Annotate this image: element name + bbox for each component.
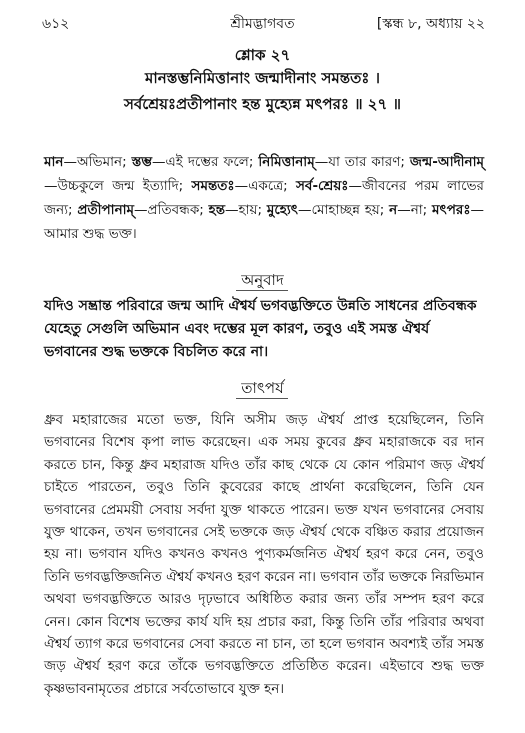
translation-heading-rule <box>236 290 288 291</box>
synonym-meaning: এই দম্ভের ফলে; <box>165 154 259 170</box>
synonym-term: নিমিত্তানাম্ <box>258 154 315 170</box>
synonym-term: প্রতীপানাম্ <box>77 202 135 218</box>
synonym-meaning: যা তার কারণ; <box>328 154 410 170</box>
synonyms-paragraph: মান—অভিমান; স্তম্ভ—এই দম্ভের ফলে; নিমিত্তানাম্—যা তার কারণ; জন্ম-আদীনাম্—উচ্চকুলে জন্ম ইত্যাদি; সমন্ততঃ—একত্রে; সর্ব-শ্রেয়ঃ—জীবনের পরম লাভের জন্য; প্রতীপানাম্—প্রতিবন্ধক; হন্ত—হায়; মুহ্যেৎ—মোহাচ্ছন্ন হয়; ন—না; মৎপরঃ—আমার শুদ্ধ ভক্ত। <box>44 154 485 242</box>
synonym-meaning: একত্রে; <box>248 178 297 194</box>
verse-line-1: মানস্তম্ভনিমিত্তানাং জন্মাদীনাং সমন্ততঃ । <box>145 69 380 87</box>
purport-heading-rule <box>236 398 288 399</box>
synonym-meaning: হায়; <box>238 202 267 218</box>
page-header <box>0 12 525 32</box>
synonym-term: হন্ত <box>208 202 226 218</box>
synonym-meaning: মোহাচ্ছন্ন হয়; <box>311 202 390 218</box>
synonym-meaning: উচ্চকুলে জন্ম ইত্যাদি; <box>57 178 192 194</box>
synonym-term: জন্ম-আদীনাম্ <box>409 154 484 170</box>
synonym-term: সমন্ততঃ <box>191 178 235 194</box>
synonym-term: মৎপরঃ <box>432 202 471 218</box>
synonym-term: ন <box>389 202 398 218</box>
translation-text: যদিও সম্ভ্রান্ত পরিবারে জন্ম আদি ঐশ্বর্য ভগবদ্ভক্তিতে উন্নতি সাধনের প্রতিবন্ধক যেহেতু সেগুলি অভিমান এবং দম্ভের মূল কারণ, তবুও এই সমস্ত ঐশ্বর্য ভগবানের শুদ্ধ ভক্তকে বিচলিত করে না। <box>44 298 477 360</box>
synonym-meaning: জীবনের পরম লাভের জন্য; <box>44 178 484 218</box>
synonym-meaning: অভিমান; <box>76 154 132 170</box>
synonym-term: স্তম্ভ <box>131 154 153 170</box>
synonym-term: মুহ্যেৎ <box>266 202 299 218</box>
synonym-term: মান <box>44 154 64 170</box>
verse-heading: শ্লোক ২৭ <box>234 46 291 64</box>
purport-heading: তাৎপর্য <box>241 379 284 397</box>
page-number: ৬১২ <box>42 16 70 32</box>
synonym-meaning: না; <box>410 202 433 218</box>
verse-line-2: সর্বশ্রেয়ঃপ্রতীপানাং হন্ত মুহ্যেন্ন মৎপরঃ ॥ ২৭ ॥ <box>123 95 401 113</box>
purport-text: ধ্রুব মহারাজের মতো ভক্ত, যিনি অসীম জড় ঐশ্বর্য প্রাপ্ত হয়েছিলেন, তিনি ভগবানের বিশেষ কৃপা লাভ করেছেন। এক সময় কুবের ধ্রুব মহারাজকে বর দান করতে চান, কিন্তু ধ্রুব মহারাজ যদিও তাঁর কাছ থেকে যে কোন পরিমাণ জড় ঐশ্বর্য চাইতে পারতেন, তবুও তিনি কুবেরের কাছে প্রার্থনা করেছিলেন, তিনি যেন ভগবানের প্রেমময়ী সেবায় সর্বদা যুক্ত থাকতে পারেন। ভক্ত যখন ভগবানের সেবায় যুক্ত থাকেন, তখন ভগবানের সেই ভক্তকে জড় ঐশ্বর্য থেকে বঞ্চিত করার প্রয়োজন হয় না। ভগবান যদিও কখনও কখনও পুণ্যকর্মজনিত ঐশ্বর্য হরণ করে নেন, তবুও তিনি ভগবদ্ভক্তিজনিত ঐশ্বর্য কখনও হরণ করেন না। ভগবান তাঁর ভক্তকে নিরভিমান অথবা ভগবদ্ভক্তিতে আরও দৃঢ়ভাবে অধিষ্ঠিত করার জন্য তাঁর সম্পদ হরণ করে নেন। কোন বিশেষ ভক্তের কার্য যদি হয় প্রচার করা, কিন্তু তিনি তাঁর পরিবার অথবা ঐশ্বর্য ত্যাগ করে ভগবানের সেবা করতে না চান, তা হলে ভগবান অবশ্যই তাঁর সমস্ত জড় ঐশ্বর্য হরণ করে তাঁকে ভগবদ্ভক্তিতে প্রতিষ্ঠিত করেন। এইভাবে শুদ্ধ ভক্ত কৃষ্ণভাবনামৃতের প্রচারে সর্বতোভাবে যুক্ত হন। <box>44 412 484 697</box>
synonym-meaning: প্রতিবন্ধক; <box>147 202 209 218</box>
chapter-reference: [স্কন্ধ ৮, অধ্যায় ২২ <box>376 16 485 32</box>
synonym-meaning: আমার শুদ্ধ ভক্ত। <box>44 226 137 242</box>
synonym-term: সর্ব-শ্রেয়ঃ <box>296 178 349 194</box>
translation-heading: অনুবাদ <box>241 271 284 289</box>
book-title: শ্রীমদ্ভাগবত <box>230 16 295 32</box>
